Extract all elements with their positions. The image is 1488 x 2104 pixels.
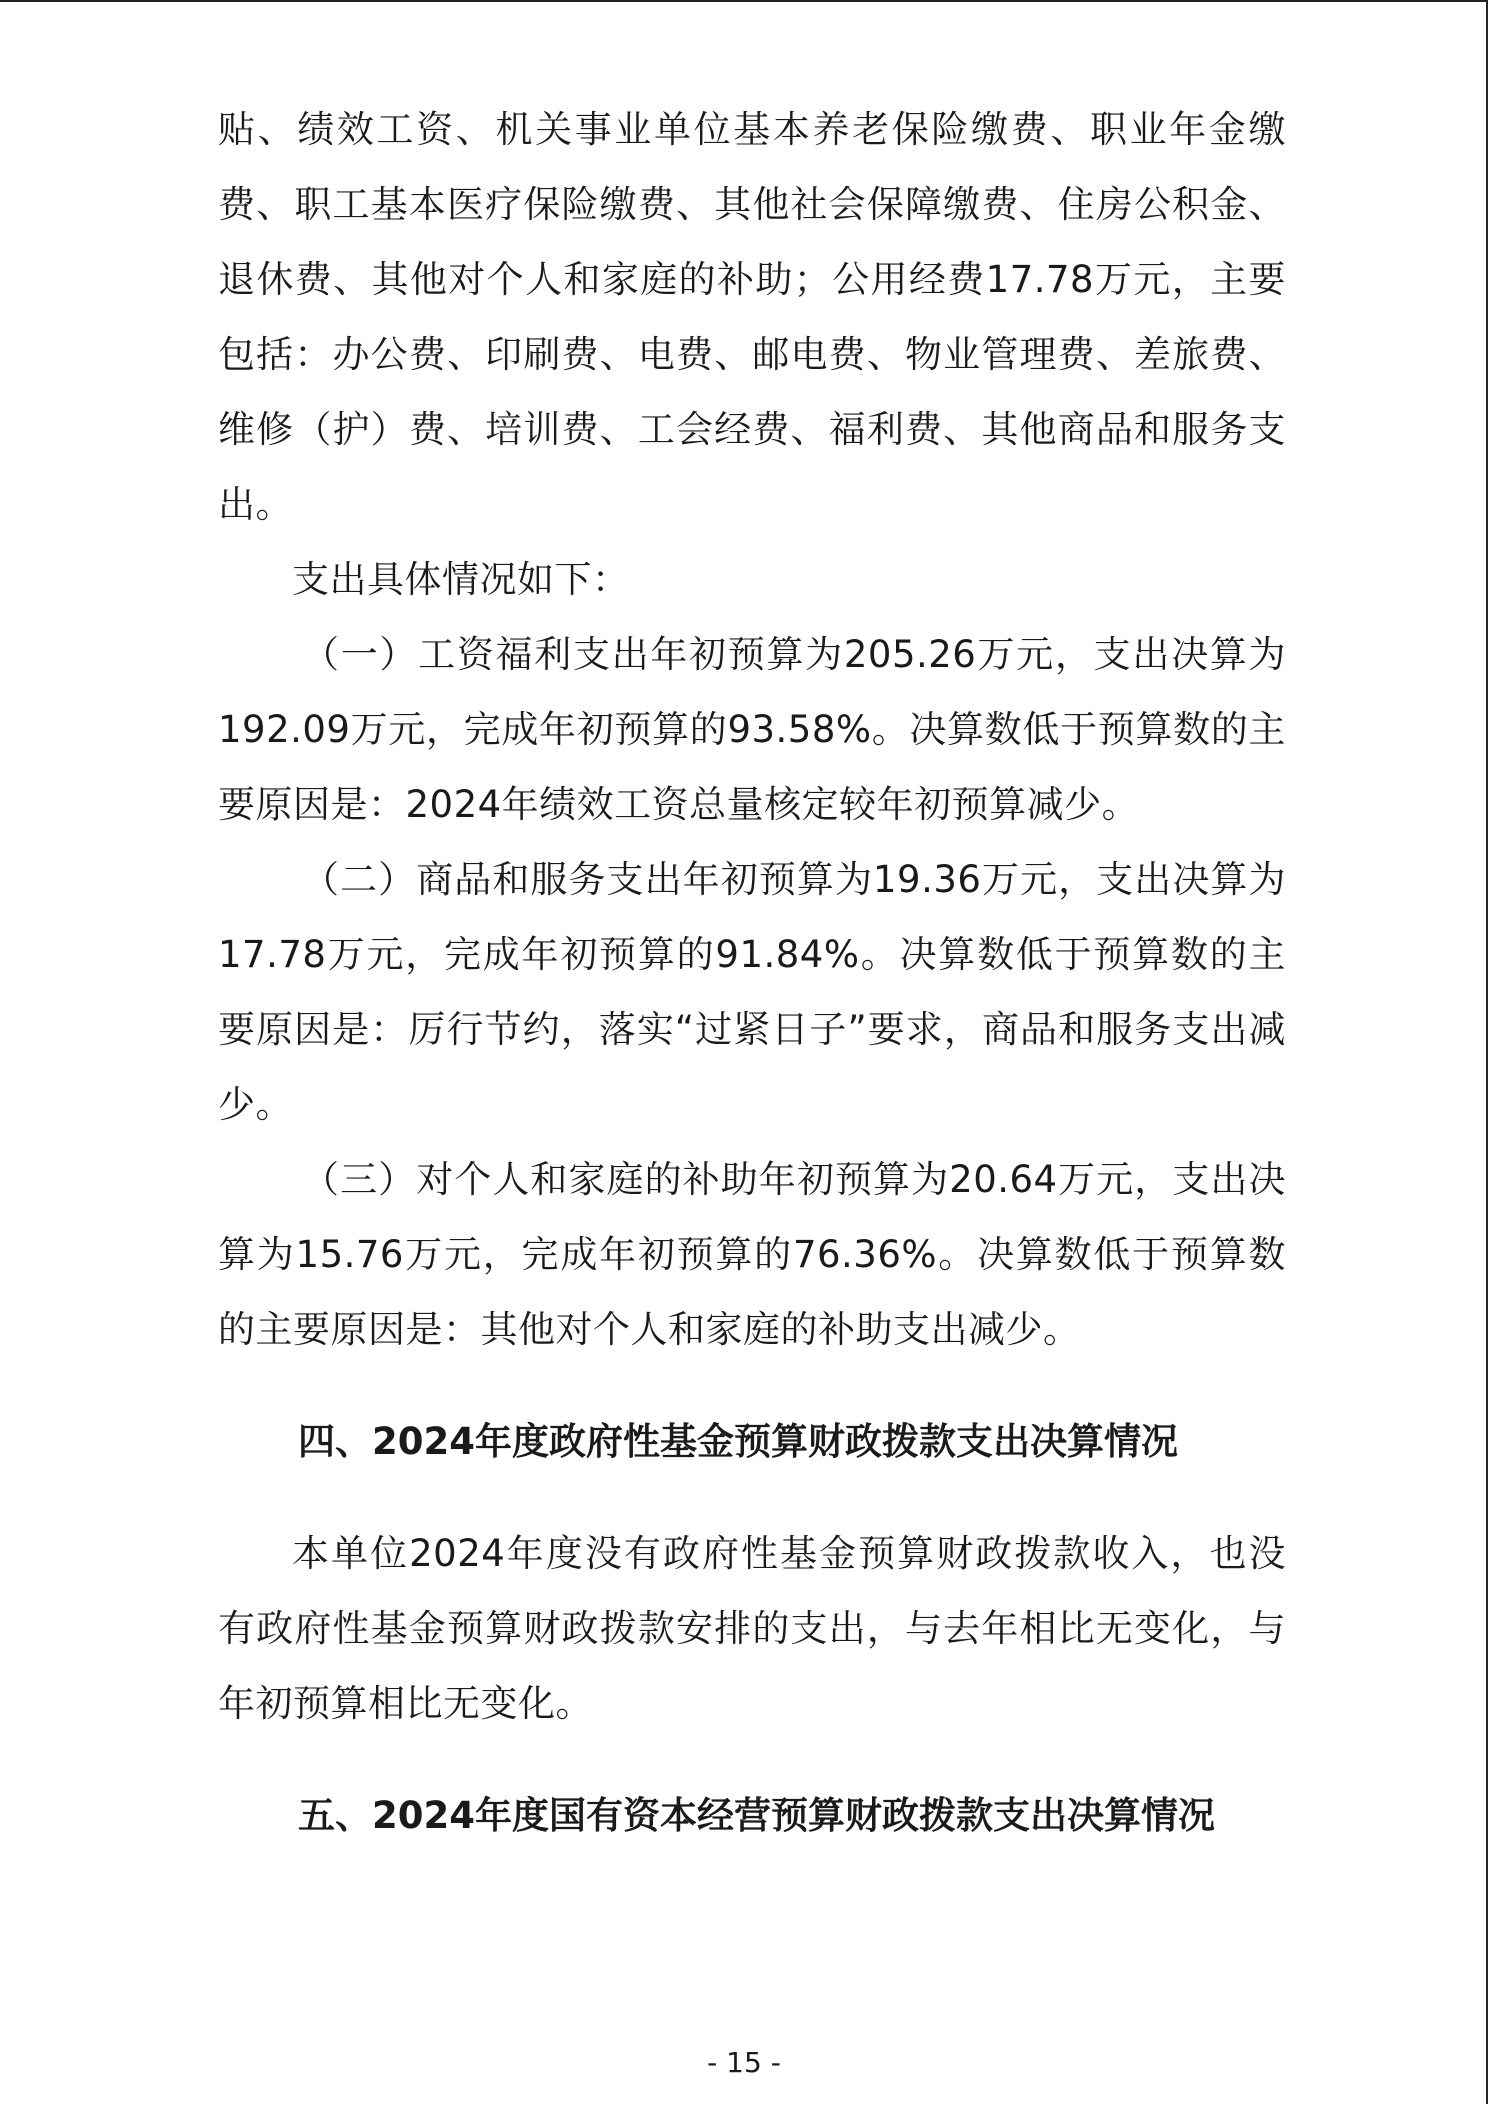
- paragraph-goods-services: （二）商品和服务支出年初预算为19.36万元，支出决算为17.78万元，完成年初预算的91.84%。决算数低于预算数的主要原因是：厉行节约，落实“过紧日子”要求，商品和服务支出减少。: [218, 858, 1286, 1126]
- section-heading-state-capital: 五、2024年度国有资本经营预算财政拨款支出决算情况: [298, 1794, 1215, 1837]
- paragraph-government-fund: 本单位2024年度没有政府性基金预算财政拨款收入，也没有政府性基金预算财政拨款安排的支出，与去年相比无变化，与年初预算相比无变化。: [218, 1532, 1286, 1725]
- paragraph-salary-welfare: （一）工资福利支出年初预算为205.26万元，支出决算为192.09万元，完成年初预算的93.58%。决算数低于预算数的主要原因是：2024年绩效工资总量核定较年初预算减少。: [218, 633, 1286, 826]
- paragraph-household-subsidy: （三）对个人和家庭的补助年初预算为20.64万元，支出决算为15.76万元，完成年初预算的76.36%。决算数低于预算数的主要原因是：其他对个人和家庭的补助支出减少。: [218, 1158, 1286, 1351]
- paragraph-expense-intro: 支出具体情况如下：: [292, 558, 630, 601]
- paragraph-public-expense-detail: 贴、绩效工资、机关事业单位基本养老保险缴费、职业年金缴费、职工基本医疗保险缴费、其他社会保障缴费、住房公积金、退休费、其他对个人和家庭的补助；公用经费17.78万元，主要包括：办公费、印刷费、电费、邮电费、物业管理费、差旅费、维修（护）费、培训费、工会经费、福利费、其他商品和服务支出。: [218, 108, 1286, 526]
- page-number: - 15 -: [707, 2046, 781, 2079]
- section-heading-government-fund: 四、2024年度政府性基金预算财政拨款支出决算情况: [298, 1420, 1178, 1463]
- document-body: [218, 92, 1286, 1853]
